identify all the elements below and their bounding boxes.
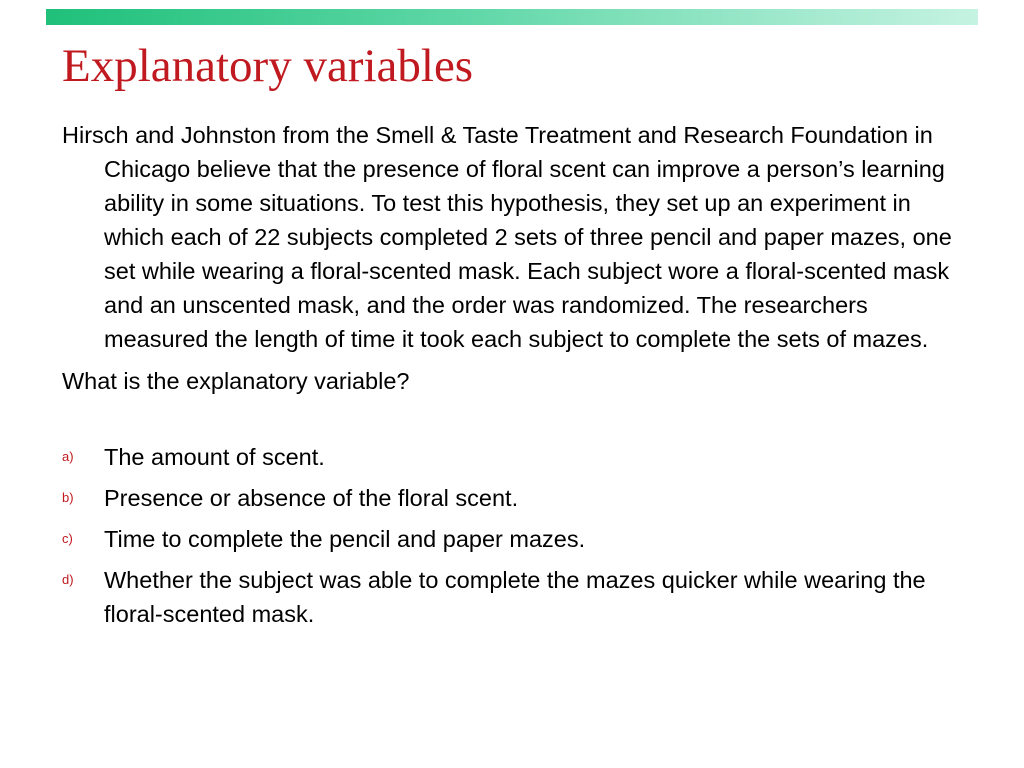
accent-bar [46, 9, 978, 25]
option-c [62, 522, 972, 556]
option-b-text: Presence or absence of the floral scent. [104, 485, 519, 511]
option-a-marker: a) [62, 449, 74, 464]
option-b-marker: b) [62, 490, 74, 505]
option-c-marker: c) [62, 531, 73, 546]
option-d-marker: d) [62, 572, 74, 587]
option-a [62, 440, 972, 474]
scenario-paragraph: Hirsch and Johnston from the Smell & Taste Treatment and Research Foundation in Chicago believe that the presence of floral scent can improve a person’s learning ability in some situations. To test this hypothesis, they set up an experiment in which each of 22 subjects completed 2 sets of three pencil and paper mazes, one set while wearing a floral-scented mask. Each subject wore a floral-scented mask and an unscented mask, and the order was randomized. The researchers measured the length of time it took each subject to complete the sets of mazes. [62, 122, 952, 352]
option-a-text: The amount of scent. [104, 444, 325, 470]
option-d [62, 563, 972, 631]
answer-options [62, 440, 972, 631]
slide-body [62, 118, 972, 638]
option-b [62, 481, 972, 515]
option-c-text: Time to complete the pencil and paper mazes. [104, 526, 586, 552]
slide-title: Explanatory variables [62, 40, 474, 92]
question-text: What is the explanatory variable? [62, 368, 410, 394]
option-d-text: Whether the subject was able to complete the mazes quicker while wearing the floral-scented mask. [104, 567, 926, 627]
